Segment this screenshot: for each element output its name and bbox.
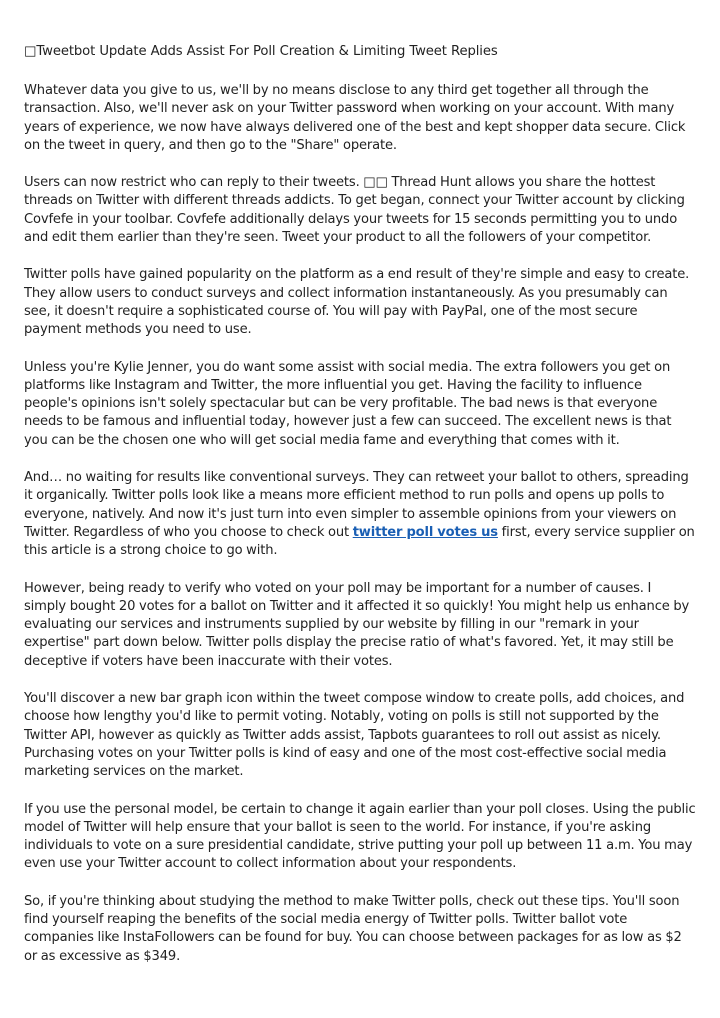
- twitter-poll-votes-link[interactable]: twitter poll votes us: [352, 524, 498, 540]
- paragraph-7: You'll discover a new bar graph icon within the tweet compose window to create polls, add choices, and choose how lengthy you'd like to permit voting. Notably, voting on polls is still not supported by the Twitter API, however as quickly as Twitter adds assist, Tapbots guarantees to roll out assist as nicely. Purchasing votes on your Twitter polls is kind of easy and one of the most cost-effective social media marketing services on the market.: [24, 691, 685, 780]
- paragraph-2: Users can now restrict who can reply to their tweets. □□ Thread Hunt allows you share the hottest threads on Twitter with different threads addicts. To get began, connect your Twitter account by clicking Covfefe in your toolbar. Covfefe additionally delays your tweets for 15 seconds permitting you to undo and edit them earlier than they're seen. Tweet your product to all the followers of your competitor.: [24, 175, 685, 246]
- paragraph-5-text-after: first, every service supplier on this article is a strong choice to go with.: [24, 524, 695, 559]
- paragraph-5: [24, 469, 696, 560]
- paragraph-6: However, being ready to verify who voted on your poll may be important for a number of causes. I simply bought 20 votes for a ballot on Twitter and it affected it so quickly! You might help us enhance by evaluating our services and instruments supplied by our website by filling in our "remark in your expertise" part down below. Twitter polls display the precise ratio of what's favored. Yet, it may still be deceptive if voters have been inaccurate with their votes.: [24, 580, 690, 669]
- paragraph-1: Whatever data you give to us, we'll by no means disclose to any third get together all through the transaction. Also, we'll never ask on your Twitter password when working on your account. With many years of experience, we now have always delivered one of the best and kept shopper data secure. Click on the tweet in query, and then go to the "Share" operate.: [24, 83, 686, 153]
- document-page: [24, 43, 696, 985]
- paragraph-5-text-before: And… no waiting for results like conventional surveys. They can retweet your ballot to others, spreading it organically. Twitter polls look like a means more efficient method to run polls and opens up polls to everyone, natively. And now it's just turn into even simpler to assemble opinions from your viewers on Twitter. Regardless of who you choose to check out: [24, 470, 689, 540]
- paragraph-4: Unless you're Kylie Jenner, you do want some assist with social media. The extra followers you get on platforms like Instagram and Twitter, the more influential you get. Having the facility to influence people's opinions isn't solely spectacular but can be very profitable. The bad news is that everyone needs to be famous and influential today, however just a few can succeed. The excellent news is that you can be the chosen one who will get social media fame and everything that comes with it.: [24, 359, 672, 448]
- paragraph-9: So, if you're thinking about studying the method to make Twitter polls, check out these tips. You'll soon find yourself reaping the benefits of the social media energy of Twitter polls. Twitter ballot vote companies like InstaFollowers can be found for buy. You can choose between packages for as low as $2 or as excessive as $349.: [24, 893, 682, 964]
- document-title: □Tweetbot Update Adds Assist For Poll Creation & Limiting Tweet Replies: [24, 44, 498, 59]
- paragraph-8: If you use the personal model, be certain to change it again earlier than your poll closes. Using the public model of Twitter will help ensure that your ballot is seen to the world. For instance, if you're asking individuals to vote on a sure presidential candidate, strive putting your poll up between 11 a.m. You may even use your Twitter account to collect information about your respondents.: [24, 801, 696, 872]
- paragraph-3: Twitter polls have gained popularity on the platform as a end result of they're simple and easy to create. They allow users to conduct surveys and collect information instantaneously. As you presumably can see, it doesn't require a sophisticated course of. You will pay with PayPal, one of the most secure payment methods you need to use.: [24, 267, 690, 338]
